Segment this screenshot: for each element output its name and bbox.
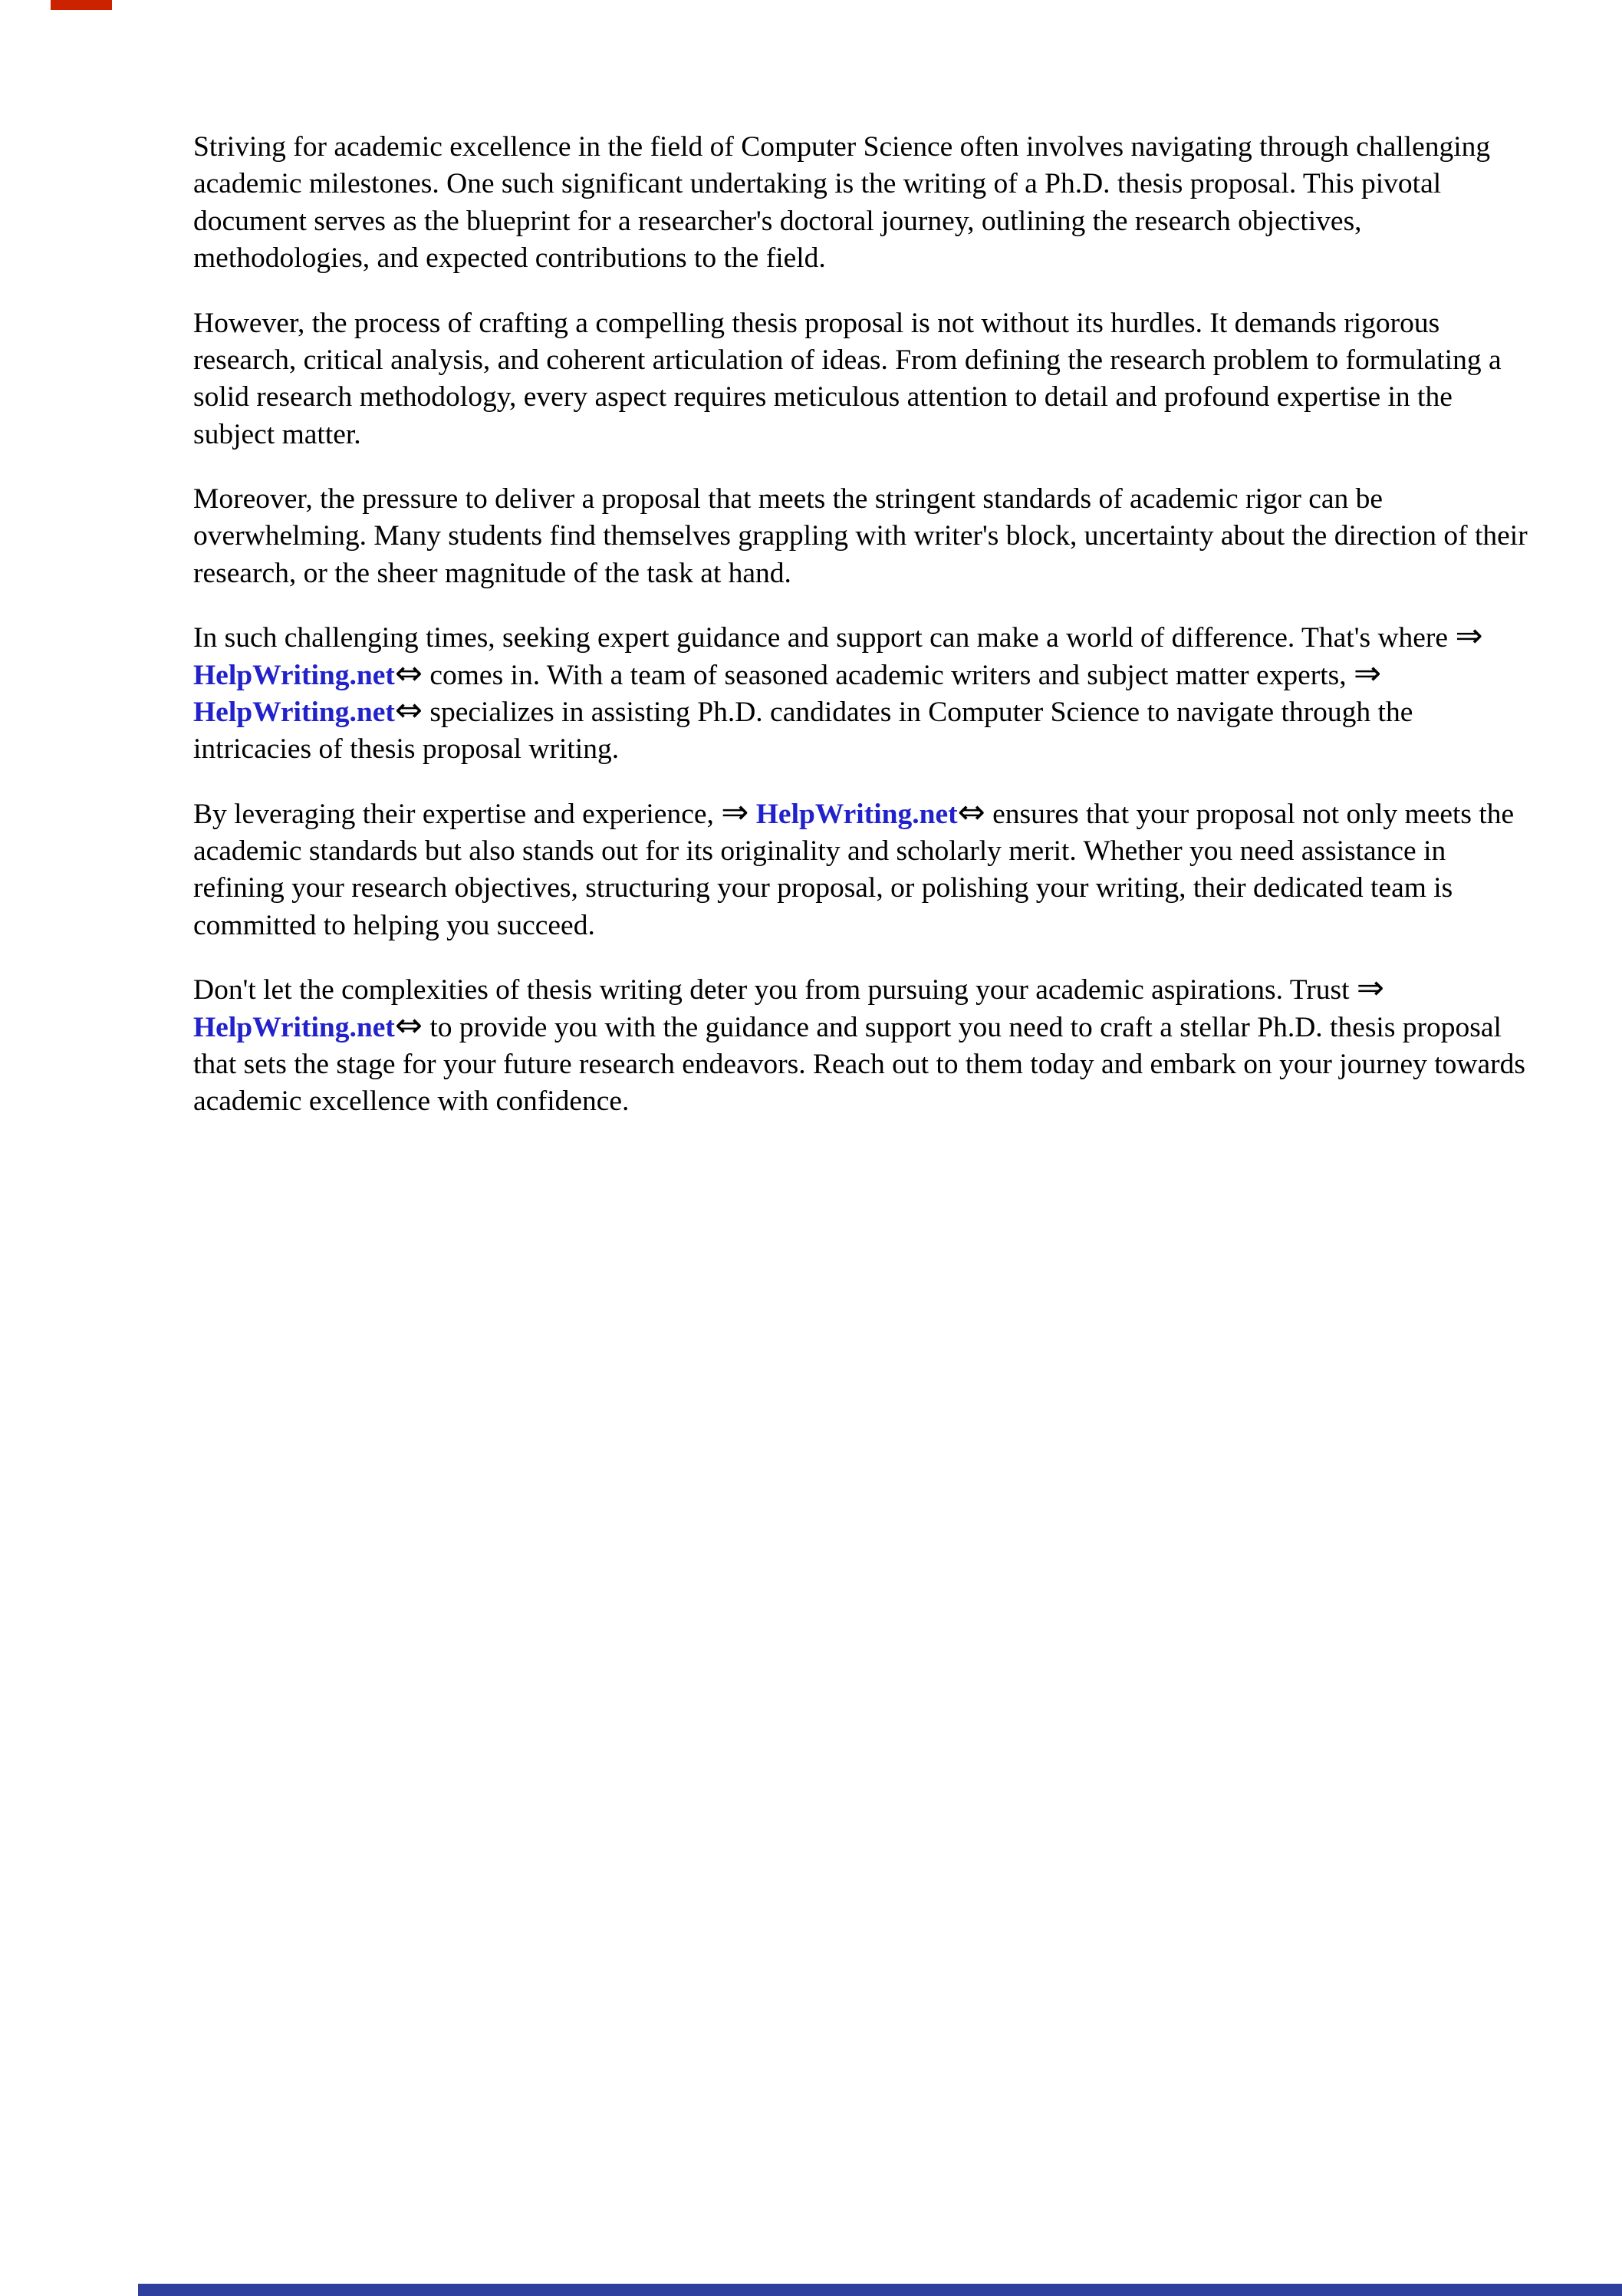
paragraph (193, 305, 1529, 454)
text-run: ensures that your proposal not only meets the academic standards but also stands out for its originality and scholarly merit. Whether you need assistance in refining your research objectives, structuring your proposal, or polishing your writing, their dedicated team is committed to helping you succeed. (193, 798, 1515, 941)
helpwriting-link[interactable]: HelpWriting.net (755, 798, 958, 830)
double-arrow-right-icon: ⇒ (1354, 654, 1382, 693)
text-run: comes in. With a team of seasoned academic writers and subject matter experts, (422, 659, 1354, 691)
text-run: Striving for academic excellence in the field of Computer Science often involves navigating through challenging academic milestones. One such significant undertaking is the writing of a Ph.D. thesis proposal. This pivotal document serves as the blueprint for a researcher's doctoral journey, outlining the research objectives, methodologies, and expected contributions to the field. (193, 131, 1491, 275)
text-run: Don't let the complexities of thesis writing deter you from pursuing your academic aspirations. Trust (193, 974, 1357, 1006)
helpwriting-link[interactable]: HelpWriting.net (193, 659, 395, 691)
paragraph (193, 792, 1529, 945)
helpwriting-link[interactable]: HelpWriting.net (193, 696, 395, 728)
double-arrow-left-right-icon: ⇔ (394, 1006, 423, 1045)
paragraph (193, 481, 1529, 592)
double-arrow-left-right-icon: ⇔ (394, 654, 423, 693)
text-run: to provide you with the guidance and support you need to craft a stellar Ph.D. thesis proposal that sets the stage for your future research endeavors. Reach out to them today and embark on your journey towards academic excellence with confidence. (193, 1011, 1525, 1118)
bottom-blue-bar (138, 2284, 1622, 2296)
helpwriting-link[interactable]: HelpWriting.net (193, 1011, 395, 1043)
document-body (193, 129, 1529, 1148)
double-arrow-right-icon: ⇒ (1356, 969, 1385, 1008)
text-run: In such challenging times, seeking expert guidance and support can make a world of difference. That's where (193, 622, 1456, 654)
text-run: specializes in assisting Ph.D. candidates in Computer Science to navigate through the intricacies of thesis proposal writing. (193, 696, 1413, 766)
top-left-red-marker (51, 0, 112, 10)
double-arrow-right-icon: ⇒ (721, 792, 749, 832)
text-run (748, 799, 755, 830)
text-run: However, the process of crafting a compelling thesis proposal is not without its hurdles. It demands rigorous research, critical analysis, and coherent articulation of ideas. From defining the research problem to formulating a solid research methodology, every aspect requires meticulous attention to detail and profound expertise in the subject matter. (193, 307, 1502, 450)
paragraph (193, 969, 1529, 1121)
paragraph (193, 617, 1529, 769)
text-run: Moreover, the pressure to deliver a proposal that meets the stringent standards of academic rigor can be overwhelming. Many students find themselves grappling with writer's block, uncertainty about the direction of their research, or the sheer magnitude of the task at hand. (193, 483, 1528, 589)
double-arrow-left-right-icon: ⇔ (957, 792, 985, 832)
double-arrow-left-right-icon: ⇔ (394, 690, 423, 730)
double-arrow-right-icon: ⇒ (1455, 617, 1483, 656)
paragraph (193, 129, 1529, 278)
text-run: By leveraging their expertise and experience, (193, 798, 722, 830)
